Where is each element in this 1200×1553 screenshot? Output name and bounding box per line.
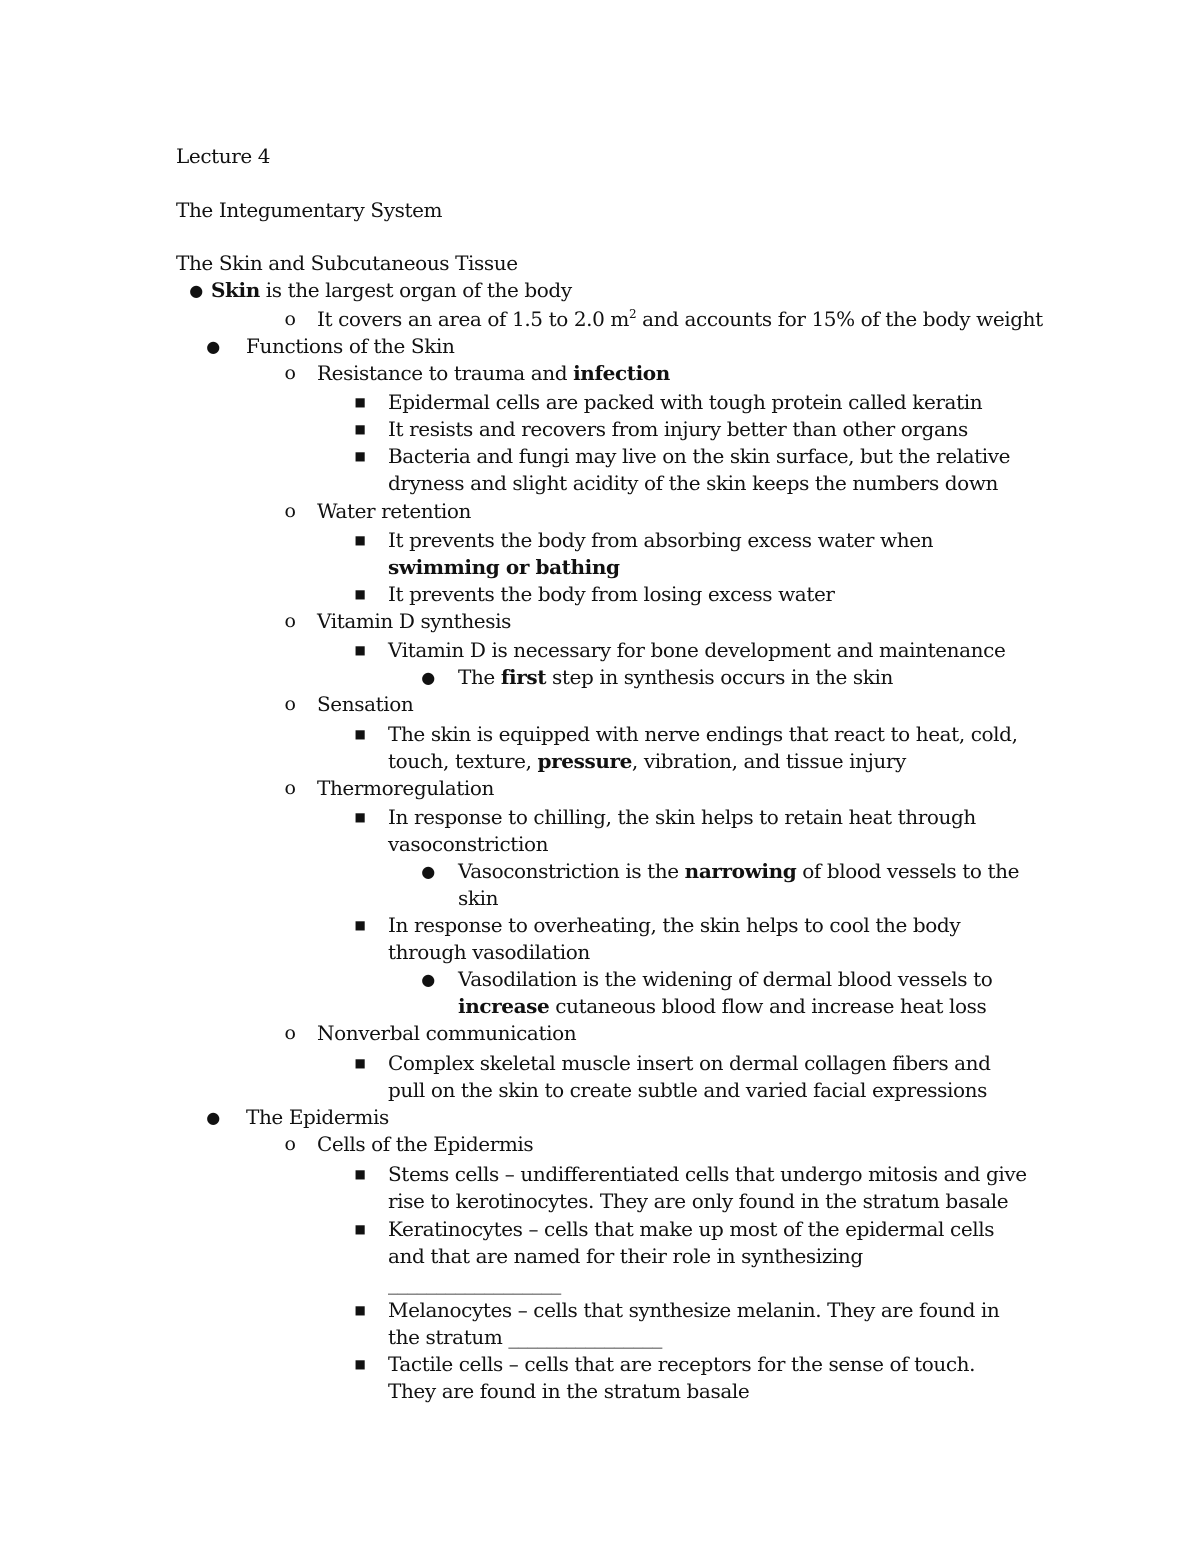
item-text: Stems cells – undifferentiated cells that undergo mitosis and give rise to kerotinocytes. They are only found in the stratum basale	[388, 1162, 1027, 1213]
item-text: It prevents the body from losing excess water	[388, 582, 835, 606]
item-text: Bacteria and fungi may live on the skin surface, but the relative dryness and slight acidity of the skin keeps the numbers down	[388, 444, 1011, 495]
notes-outline	[0, 277, 1200, 1405]
section-heading: The Skin and Subcutaneous Tissue	[176, 251, 518, 275]
square-bullet: ■	[354, 422, 366, 436]
circle-bullet: o	[284, 308, 296, 330]
list-item	[0, 966, 1028, 1020]
list-item	[0, 912, 1028, 966]
item-text: Tactile cells – cells that are receptors for the sense of touch. They are found in the stratum basale	[388, 1352, 976, 1403]
disc-bullet: ●	[421, 668, 435, 687]
list-item	[0, 608, 1200, 635]
square-bullet: ■	[354, 1056, 366, 1070]
list-item	[0, 443, 1028, 497]
item-text: Sensation	[317, 692, 414, 716]
item-text: In response to chilling, the skin helps to retain heat through vasoconstriction	[388, 805, 976, 856]
item-text: and accounts for 15% of the body weight	[636, 307, 1043, 331]
circle-bullet: o	[284, 1133, 296, 1155]
item-text: Melanocytes – cells that synthesize melanin. They are found in the stratum ________________	[388, 1298, 1000, 1349]
square-bullet: ■	[354, 918, 366, 932]
item-text: The skin is equipped with nerve endings that react to heat, cold, touch, texture,	[388, 722, 1018, 773]
item-text: Vasoconstriction is the	[458, 859, 685, 883]
item-text: cutaneous blood flow and increase heat loss	[549, 994, 987, 1018]
square-bullet: ■	[354, 643, 366, 657]
item-text: Cells of the Epidermis	[317, 1132, 534, 1156]
circle-bullet: o	[284, 777, 296, 799]
list-item	[0, 1216, 1028, 1297]
item-text: Thermoregulation	[317, 776, 494, 800]
bold-term: first	[500, 665, 547, 689]
list-item	[0, 1020, 1200, 1047]
square-bullet: ■	[354, 810, 366, 824]
item-text: is the largest organ of the body	[259, 278, 572, 302]
list-item	[0, 721, 1028, 775]
bold-term: narrowing	[684, 859, 797, 883]
item-text: It prevents the body from absorbing excess water when	[388, 528, 934, 552]
disc-bullet: ●	[189, 281, 203, 300]
bold-term: Skin	[211, 278, 260, 302]
item-text: Vitamin D synthesis	[317, 609, 511, 633]
list-item	[0, 333, 1200, 360]
square-bullet: ■	[354, 727, 366, 741]
disc-bullet: ●	[421, 862, 435, 881]
item-text: Epidermal cells are packed with tough protein called keratin	[388, 390, 983, 414]
circle-bullet: o	[284, 610, 296, 632]
square-bullet: ■	[354, 587, 366, 601]
circle-bullet: o	[284, 693, 296, 715]
list-item	[0, 664, 1028, 691]
list-item	[0, 1050, 1028, 1104]
lecture-number: Lecture 4	[176, 144, 271, 168]
item-text: of blood vessels to the skin	[458, 859, 1020, 910]
list-item	[0, 277, 1200, 304]
list-item	[0, 1351, 1028, 1405]
list-item	[0, 1161, 1028, 1215]
item-text: Complex skeletal muscle insert on dermal collagen fibers and pull on the skin to create subtle and varied facial expressions	[388, 1051, 991, 1102]
list-item	[0, 804, 1028, 858]
circle-bullet: o	[284, 362, 296, 384]
item-text: The	[458, 665, 501, 689]
list-item	[0, 416, 1028, 443]
square-bullet: ■	[354, 395, 366, 409]
list-item	[0, 360, 1200, 387]
item-text: Functions of the Skin	[246, 334, 455, 358]
item-text: In response to overheating, the skin helps to cool the body through vasodilation	[388, 913, 961, 964]
list-item	[0, 858, 1028, 912]
list-item	[0, 637, 1028, 664]
item-text: Nonverbal communication	[317, 1021, 577, 1045]
list-item	[0, 306, 1200, 333]
list-item	[0, 1104, 1200, 1131]
list-item	[0, 527, 1028, 581]
bold-term: increase	[458, 994, 550, 1018]
square-bullet: ■	[354, 1167, 366, 1181]
bold-term: swimming or bathing	[388, 555, 620, 579]
document-title: The Integumentary System	[176, 198, 443, 222]
list-item	[0, 389, 1028, 416]
square-bullet: ■	[354, 1303, 366, 1317]
square-bullet: ■	[354, 1357, 366, 1371]
item-text: Water retention	[317, 499, 472, 523]
list-item	[0, 1297, 1028, 1351]
item-text: step in synthesis occurs in the skin	[546, 665, 893, 689]
item-text: It resists and recovers from injury better than other organs	[388, 417, 968, 441]
item-text: Vasodilation is the widening of dermal blood vessels to	[458, 967, 993, 991]
superscript: 2	[628, 307, 637, 321]
item-text: Vitamin D is necessary for bone development and maintenance	[388, 638, 1006, 662]
bold-term: pressure	[537, 749, 632, 773]
square-bullet: ■	[354, 533, 366, 547]
list-item	[0, 581, 1028, 608]
disc-bullet: ●	[206, 337, 220, 356]
item-text: , vibration, and tissue injury	[631, 749, 906, 773]
item-text: The Epidermis	[246, 1105, 389, 1129]
disc-bullet: ●	[206, 1108, 220, 1127]
square-bullet: ■	[354, 1222, 366, 1236]
list-item	[0, 498, 1200, 525]
bold-term: infection	[573, 361, 670, 385]
circle-bullet: o	[284, 500, 296, 522]
list-item	[0, 775, 1200, 802]
item-text: Keratinocytes – cells that make up most of the epidermal cells and that are named for their role in synthesizing __________________	[388, 1217, 995, 1295]
list-item	[0, 1131, 1200, 1158]
list-item	[0, 691, 1200, 718]
disc-bullet: ●	[421, 970, 435, 989]
item-text: It covers an area of 1.5 to 2.0 m	[317, 307, 629, 331]
circle-bullet: o	[284, 1022, 296, 1044]
square-bullet: ■	[354, 449, 366, 463]
item-text: Resistance to trauma and	[317, 361, 574, 385]
